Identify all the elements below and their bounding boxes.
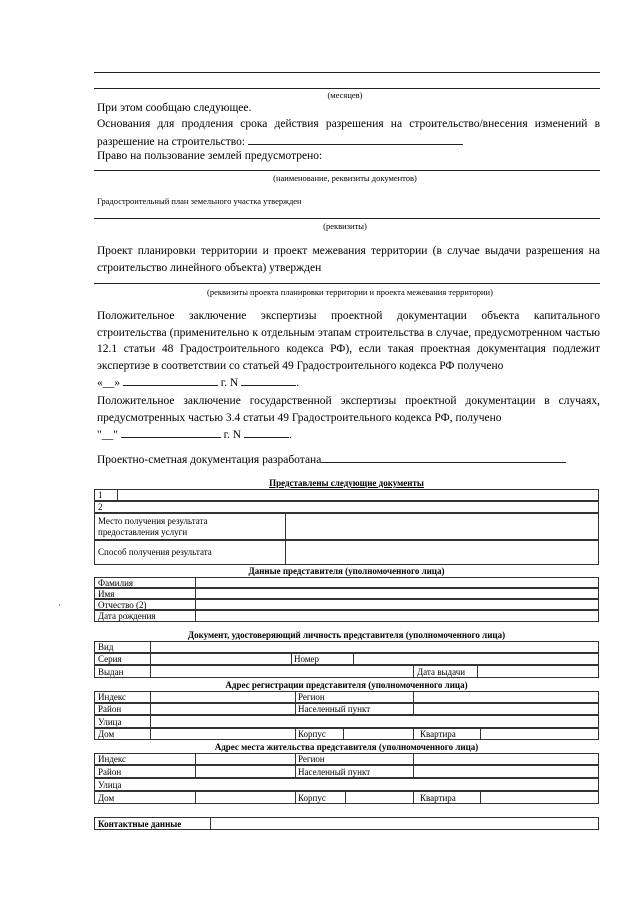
- caption-docs: (наименование, реквизиты документов): [273, 173, 417, 183]
- live-locality-field[interactable]: [413, 766, 414, 777]
- project-line: [94, 283, 600, 284]
- live-house-label: Дом: [98, 793, 115, 803]
- caption-requisites: (реквизиты): [323, 221, 367, 231]
- reg-flat-field[interactable]: [480, 729, 481, 739]
- land-right-text: Право на пользование землей предусмотрено:: [97, 150, 323, 162]
- caption-project: (реквизиты проекта планировки территории и проекта межевания территории): [207, 287, 493, 297]
- reg-district-field[interactable]: [150, 704, 151, 714]
- top-blank-line-1: [94, 72, 600, 73]
- id-kind-label: Вид: [98, 642, 114, 652]
- scan-dot: ·: [58, 600, 61, 610]
- reg-region-label: Регион: [298, 692, 325, 702]
- reg-district-row[interactable]: [94, 703, 599, 715]
- rep-patronymic-label: Отчество (2): [98, 600, 147, 610]
- reg-street-label: Улица: [98, 717, 122, 727]
- expertise-body: Положительное заключение экспертизы проектной документации объекта капитального строительства (применительно к отдельным этапам строительства в случае, предусмотренном частью 12.1 статьи 48 Градостроительного кодекса РФ), если такая проектная документация подлежит экспертизе в соответствии со статьей 49 Градостроительного кодекса РФ получено: [97, 310, 600, 372]
- expertise-text: Положительное заключение экспертизы проектной документации объекта капитального строительства (применительно к отдельным этапам строительства в случае, предусмотренном частью 12.1 статьи 48 Градостроительного кодекса РФ), если такая проектная документация подлежит экспертизе в соответствии со статьей 49 Градостроительного кодекса РФ получено «__» г. N .: [97, 310, 600, 389]
- id-series-label: Серия: [98, 654, 122, 664]
- place-field[interactable]: [285, 514, 286, 539]
- contacts-field[interactable]: [210, 818, 211, 829]
- rep-surname-label: Фамилия: [98, 578, 134, 588]
- gpzu-line: [94, 218, 600, 219]
- reg-flat-label: Квартира: [420, 729, 456, 739]
- caption-months: (месяцев): [327, 90, 363, 100]
- id-issued-row[interactable]: [94, 665, 599, 678]
- live-region-field[interactable]: [413, 754, 414, 764]
- reg-district-label: Район: [98, 704, 122, 714]
- contacts-row[interactable]: [94, 817, 599, 830]
- expertise-date-open: «__»: [97, 377, 120, 389]
- live-house-row[interactable]: [94, 791, 599, 804]
- top-blank-line-2: [94, 88, 600, 89]
- id-series-row[interactable]: [94, 653, 599, 665]
- id-issue-date-label: Дата выдачи: [417, 667, 466, 677]
- live-addr-header: Адрес места жительства представителя (уполномоченного лица): [214, 742, 479, 752]
- rep-surname-field[interactable]: [195, 578, 196, 587]
- contacts-label: Контактные данные: [98, 819, 182, 829]
- reg-index-label: Индекс: [98, 692, 127, 702]
- land-right-line: [94, 170, 600, 171]
- live-flat-label: Квартира: [420, 793, 456, 803]
- state-number-blank[interactable]: [244, 426, 289, 438]
- docs-row-1[interactable]: [94, 489, 599, 501]
- rep-patronymic-field[interactable]: [195, 600, 196, 609]
- reg-building-label: Корпус: [298, 729, 326, 739]
- reg-index-row[interactable]: [94, 691, 599, 703]
- docs-row-2-num: 2: [98, 502, 103, 512]
- expertise-date-blank[interactable]: [123, 374, 218, 386]
- state-year-n: г. N: [223, 429, 242, 441]
- rep-birth-label: Дата рождения: [98, 611, 156, 621]
- id-doc-header: Документ, удостоверяющий личность представителя (уполномоченного лица): [187, 630, 506, 640]
- id-issue-date-field[interactable]: [477, 666, 478, 677]
- docs-row-1-num: 1: [98, 490, 103, 500]
- place-row[interactable]: [94, 513, 599, 540]
- live-house-field[interactable]: [195, 792, 196, 803]
- reg-index-field[interactable]: [150, 692, 151, 702]
- reg-addr-header: Адрес регистрации представителя (уполномоченного лица): [225, 680, 468, 690]
- docs-row-2[interactable]: [94, 501, 599, 513]
- rep-name-label: Имя: [98, 589, 115, 599]
- live-building-field[interactable]: [345, 792, 346, 803]
- estimate-label: Проектно-сметная документация разработана: [97, 454, 322, 466]
- live-district-field[interactable]: [195, 766, 196, 777]
- reg-house-row[interactable]: [94, 728, 599, 740]
- live-index-row[interactable]: [94, 753, 599, 765]
- estimate-text: [97, 451, 600, 469]
- rep-patronymic-row[interactable]: [94, 599, 599, 610]
- state-expertise-text: Положительное заключение государственной экспертизы проектной документации в случаях, предусмотренных частью 3.4 статьи 49 Градостроительного кодекса РФ, получено "__" г. N .: [97, 395, 600, 441]
- docs-row-1-field[interactable]: [117, 490, 118, 500]
- project-text: Проект планировки территории и проект межевания территории (в случае выдачи разрешения на строительство линейного объекта) утвержден: [97, 245, 600, 274]
- method-row[interactable]: [94, 540, 599, 565]
- live-region-label: Регион: [298, 754, 325, 764]
- docs-table-header: Представлены следующие документы: [269, 478, 424, 488]
- state-expertise-body: Положительное заключение государственной экспертизы проектной документации в случаях, предусмотренных частью 3.4 статьи 49 Градостроительного кодекса РФ, получено: [97, 395, 600, 424]
- id-kind-row[interactable]: [94, 641, 599, 653]
- intro-text: При этом сообщаю следующее.: [97, 102, 252, 114]
- reg-house-label: Дом: [98, 729, 115, 739]
- live-street-row[interactable]: [94, 778, 599, 791]
- reasons-blank[interactable]: [248, 133, 463, 145]
- expertise-number-blank[interactable]: [241, 374, 296, 386]
- live-index-field[interactable]: [195, 754, 196, 764]
- live-street-label: Улица: [98, 780, 122, 790]
- place-label: Место получения результата предоставления услуги: [98, 516, 208, 537]
- reg-locality-field[interactable]: [413, 704, 414, 714]
- id-number-field[interactable]: [353, 654, 354, 664]
- rep-surname-row[interactable]: [94, 577, 599, 588]
- state-date-open: "__": [97, 429, 118, 441]
- live-index-label: Индекс: [98, 754, 127, 764]
- id-kind-field[interactable]: [150, 642, 151, 652]
- live-flat-field[interactable]: [480, 792, 481, 803]
- id-number-label: Номер: [294, 654, 320, 664]
- gpzu-text: Градостроительный план земельного участка утвержден: [97, 196, 302, 206]
- live-district-label: Район: [98, 767, 122, 777]
- reg-building-field[interactable]: [343, 729, 344, 739]
- reasons-text: [97, 116, 600, 150]
- reg-street-field[interactable]: [150, 716, 151, 727]
- id-issued-label: Выдан: [98, 667, 124, 677]
- live-locality-label: Населенный пункт: [298, 767, 371, 777]
- rep-birth-field[interactable]: [195, 611, 196, 621]
- reg-locality-label: Населенный пункт: [298, 704, 371, 714]
- expertise-year-n: г. N: [220, 377, 239, 389]
- live-building-label: Корпус: [298, 793, 326, 803]
- method-label: Способ получения результата: [98, 547, 212, 557]
- live-district-row[interactable]: [94, 765, 599, 778]
- reg-house-field[interactable]: [150, 729, 151, 739]
- rep-birth-row[interactable]: [94, 610, 599, 622]
- estimate-blank[interactable]: [321, 451, 566, 463]
- reg-street-row[interactable]: [94, 715, 599, 728]
- state-date-blank[interactable]: [121, 426, 221, 438]
- rep-header: Данные представителя (уполномоченного лица): [248, 566, 445, 576]
- id-series-field[interactable]: [150, 654, 151, 664]
- rep-name-row[interactable]: [94, 588, 599, 599]
- method-field[interactable]: [285, 541, 286, 564]
- id-issued-field[interactable]: [150, 666, 151, 677]
- rep-name-field[interactable]: [195, 589, 196, 598]
- reg-region-field[interactable]: [413, 692, 414, 702]
- reasons-label: Основания для продления срока действия разрешения на строительство/внесения изменений в разрешение на строительство:: [97, 118, 600, 148]
